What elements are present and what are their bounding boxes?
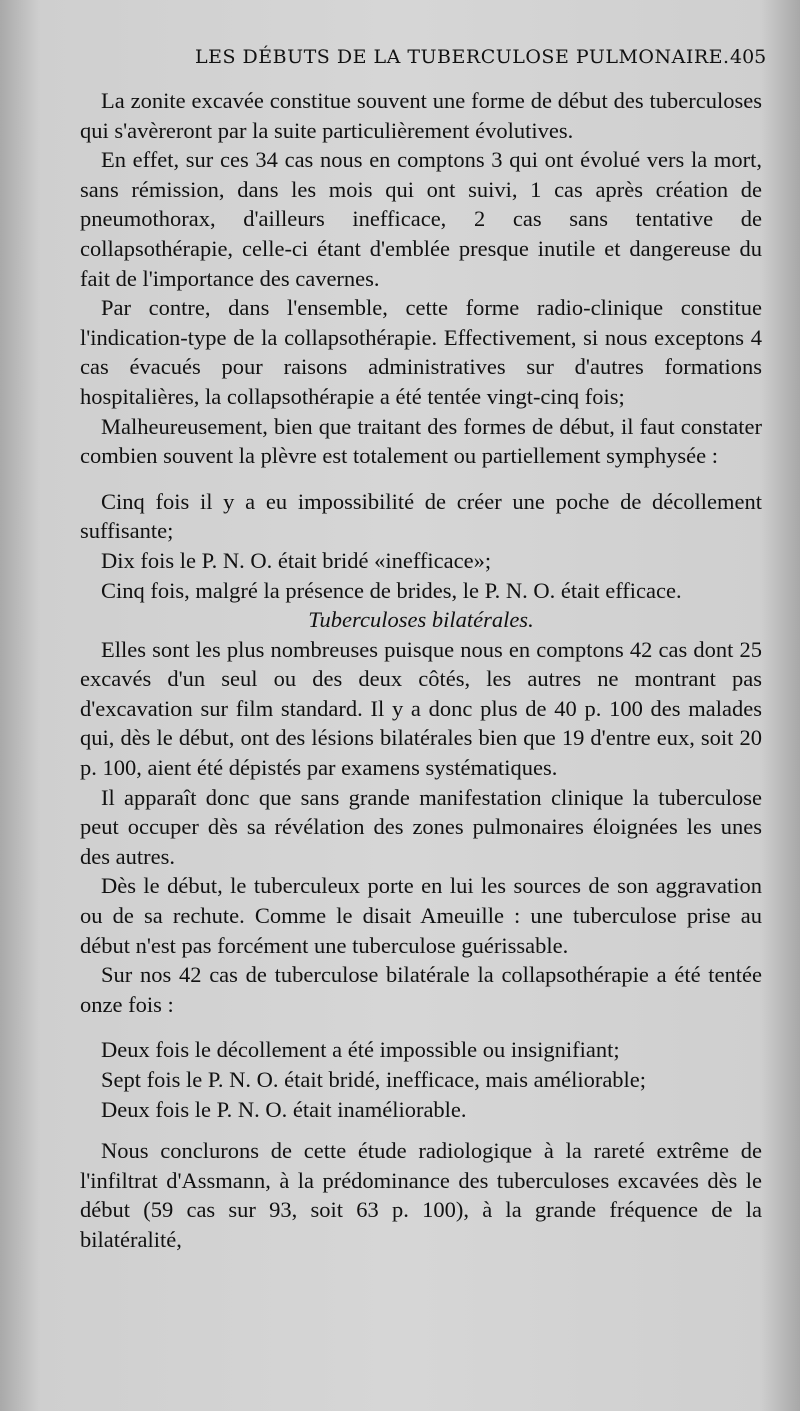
- list-item: Dix fois le P. N. O. était bridé «inefficace»;: [101, 547, 492, 573]
- list-item: Sept fois le P. N. O. était bridé, inefficace, mais améliorable;: [101, 1067, 647, 1092]
- body-text: [80, 86, 762, 1255]
- paragraph-sur-nos-42: Sur nos 42 cas de tuberculose bilatérale la collapsothérapie a été tentée onze fois :: [80, 962, 762, 1017]
- paragraph-par-contre: Par contre, dans l'ensemble, cette forme radio-clinique constitue l'indication-type de la collapsothérapie. Effectivement, si nous exceptons 4 cas évacués pour raisons administratives sur d'autres formations hospitalières, la collapsothérapie a été tentée vingt-cinq fois;: [80, 295, 762, 409]
- running-title: LES DÉBUTS DE LA TUBERCULOSE PULMONAIRE.: [195, 46, 730, 68]
- section-title: Tuberculoses bilatérales.: [308, 607, 534, 633]
- list-collapsotherapie: [80, 1035, 762, 1124]
- paragraph-en-effet: En effet, sur ces 34 cas nous en comptons 3 qui ont évolué vers la mort, sans rémission, dans les mois qui ont suivi, 1 cas après création de pneumothorax, d'ailleurs inefficace, 2 cas sans tentative de collapsothérapie, celle-ci étant d'emblée presque inutile et dangereuse du fait de l'importance des cavernes.: [80, 147, 762, 291]
- paragraph-elles-sont: Elles sont les plus nombreuses puisque nous en comptons 42 cas dont 25 excavés d'un seul ou des deux côtés, les autres ne montrant pas d'excavation sur film standard. Il y a donc plus de 40 p. 100 des malades qui, dès le début, ont des lésions bilatérales bien que 19 d'entre eux, soit 20 p. 100, aient été dépistés par examens systématiques.: [80, 636, 762, 781]
- list-item: Cinq fois il y a eu impossibilité de créer une poche de décollement suffisante;: [80, 488, 762, 544]
- page-number: 405: [730, 46, 767, 68]
- paragraph-malheureusement: Malheureusement, bien que traitant des formes de début, il faut constater combien souvent la plèvre est totalement ou partiellement symphysée :: [80, 413, 762, 469]
- paragraph-des-le-debut: Dès le début, le tuberculeux porte en lui les sources de son aggravation ou de sa rechute. Comme le disait Ameuille : une tuberculose prise au début n'est pas forcément une tuberculose guérissable.: [80, 873, 762, 958]
- list-symphyse: [80, 487, 762, 605]
- list-item: Cinq fois, malgré la présence de brides, le P. N. O. était efficace.: [101, 577, 682, 603]
- paragraph-nous-conclurons: Nous conclurons de cette étude radiologique à la rareté extrême de l'infiltrat d'Assmann, à la prédominance des tuberculoses excavées dès le début (59 cas sur 93, soit 63 p. 100), à la grande fréquence de la bilatéralité,: [80, 1138, 762, 1252]
- list-item: Deux fois le décollement a été impossible ou insignifiant;: [101, 1037, 620, 1063]
- paragraph-il-apparait: Il apparaît donc que sans grande manifestation clinique la tuberculose peut occuper dès sa révélation des zones pulmonaires éloignées les unes des autres.: [80, 784, 762, 869]
- paragraph-zonite: La zonite excavée constitue souvent une forme de début des tuberculoses qui s'avèreront par la suite particulièrement évolutives.: [80, 88, 762, 143]
- page-header: [0, 40, 800, 80]
- list-item: Deux fois le P. N. O. était inaméliorable.: [101, 1096, 467, 1122]
